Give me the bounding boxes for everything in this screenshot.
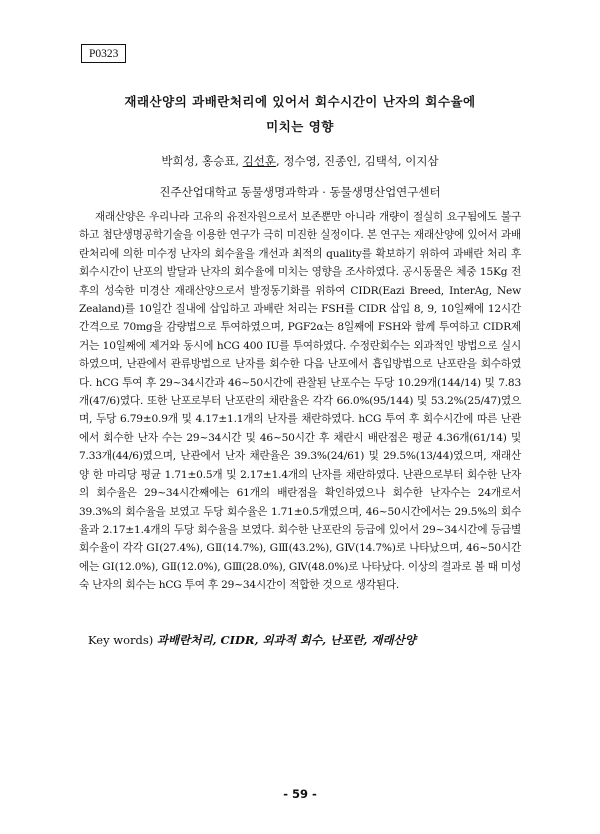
authors-before: 박희성, 홍승표, <box>161 154 243 168</box>
keywords-text: 과배란처리, CIDR, 외과적 회수, 난포란, 재래산양 <box>156 633 416 647</box>
keywords-label: Key words) <box>88 633 154 647</box>
presenting-author: 김선훈 <box>242 154 277 168</box>
paper-code-box: P0323 <box>81 44 126 63</box>
authors-after: , 정수영, 진종인, 김택석, 이지삼 <box>276 154 439 168</box>
paper-title-line-1: 재래산양의 과배란처리에 있어서 회수시간이 난자의 회수율에 <box>124 94 476 109</box>
author-list <box>60 153 540 169</box>
paper-title-line-2: 미치는 영향 <box>266 119 334 134</box>
abstract-body: 재래산양은 우리나라 고유의 유전자원으로서 보존뿐만 아니라 개량이 절실히 요구됨에도 불구하고 첨단생명공학기술을 이용한 연구가 극히 미진한 실정이다. 본 연구는 재래산양에 있어서 과배란처리에 의한 미수정 난자의 회수율을 개선과 최적의 quality를 확보하기 위하여 과배란 처리 후 회수시간이 난포의 발달과 난자의 회수율에 미치는 영향을 조사하였다. 공시동물은 체중 15Kg 전후의 성숙한 미경산 재래산양으로서 발정동기화를 위하여 CIDR(Eazi Breed, InterAg, New Zealand)를 10일간 질내에 삽입하고 과배란 처리는 FSH를 CIDR 삽입 8, 9, 10일째에 12시간 간격으로 70mg을 감량법으로 투여하였으며, PGF2α는 8일째에 FSH와 함께 투여하고 CIDR제거는 10일째에 제거와 동시에 hCG 400 IU를 투여하였다. 수정란회수는 외과적인 방법으로 실시하였으며, 난관에서 관류방법으로 난자를 회수한 다음 난포에서 흡입방법으로 난포란을 회수하였다. hCG 투여 후 29~34시간과 46~50시간에 관찰된 난포수는 두당 10.29개(144/14) 및 7.83개(47/6)였다. 또한 난포로부터 난포란의 채란율은 각각 66.0%(95/144) 및 53.2%(25/47)였으며, 두당 6.79±0.9개 및 4.17±1.1개의 난자를 채란하였다. hCG 투여 후 회수시간에 따른 난관에서 회수한 난자 수는 29~34시간 및 46~50시간 후 채란시 배란점은 평균 4.36개(61/14) 및 7.33개(44/6)였으며, 난관에서 난자 채란율은 39.3%(24/61) 및 29.5%(13/44)였으며, 재래산양 한 마리당 평균 1.71±0.5개 및 2.17±1.4개의 난자를 채란하였다. 난관으로부터 회수한 난자의 회수율은 29~34시간째에는 61개의 배란점을 확인하였으나 회수한 난자수는 24개로서 39.3%의 회수율을 보였고 두당 회수율은 1.71±0.5개였으며, 46~50시간에서는 29.5%의 회수율과 2.17±1.4개의 두당 회수율을 보였다. 회수한 난포란의 등급에 있어서 29~34시간에 등급별 회수율이 각각 GⅠ(27.4%), GⅡ(14.7%), GⅢ(43.2%), GⅣ(14.7%)로 나타났으며, 46~50시간에는 GⅠ(12.0%), GⅡ(12.0%), GⅢ(28.0%), GⅣ(48.0%)로 나타났다. 이상의 결과로 볼 때 미성숙 난자의 회수는 hCG 투여 후 29~34시간이 적합한 것으로 생각된다. <box>79 211 521 592</box>
affiliation: 진주산업대학교 동물생명과학과 · 동물생명산업연구센터 <box>159 185 441 199</box>
keywords-line <box>88 632 416 648</box>
page-number: - 59 - <box>283 787 317 801</box>
